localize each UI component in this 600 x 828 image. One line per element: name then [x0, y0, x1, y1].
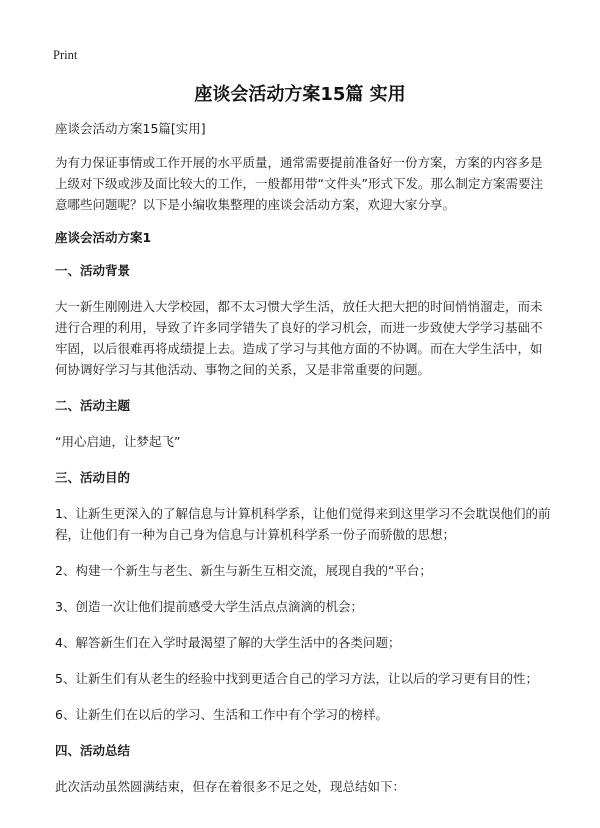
purpose-heading: 三、活动目的 — [55, 470, 131, 485]
purpose-item: 3、创造一次让他们提前感受大学生活点点滴滴的机会； — [55, 599, 363, 614]
summary-paragraph: 此次活动虽然圆满结束，但存在着很多不足之处，现总结如下： — [55, 779, 406, 794]
document-body — [55, 118, 553, 797]
intro-paragraph: 为有力保证事情或工作开展的水平质量，通常需要提前准备好一份方案，方案的内容多是上级对下级或涉及面比较大的工作，一般都用带“文件头”形式下发。那么制定方案需要注意哪些问题呢？以下是小编收集整理的座谈会活动方案，欢迎大家分享。 — [55, 155, 543, 212]
background-heading: 一、活动背景 — [55, 263, 131, 278]
print-link[interactable]: Print — [53, 48, 78, 62]
background-paragraph: 大一新生刚刚进入大学校园，都不太习惯大学生活，放任大把大把的时间悄悄溜走，而未进行合理的利用，导致了许多同学错失了良好的学习机会，而进一步致使大学学习基础不牢固，以后很难再将成绩提上去。造成了学习与其他方面的不协调。而在大学生活中，如何协调好学习与其他活动、事物之间的关系，又是非常重要的问题。 — [55, 299, 543, 377]
purpose-item: 4、解答新生们在入学时最渴望了解的大学生活中的各类问题； — [55, 635, 401, 650]
purpose-item: 5、让新生们有从老生的经验中找到更适合自己的学习方法，让以后的学习更有目的性； — [55, 671, 538, 686]
section-title: 座谈会活动方案1 — [55, 230, 152, 245]
purpose-item: 6、让新生们在以后的学习、生活和工作中有个学习的榜样。 — [55, 707, 388, 722]
purpose-item: 2、构建一个新生与老生、新生与新生互相交流，展现自我的“平台； — [55, 563, 432, 578]
theme-paragraph: “用心启迪，让梦起飞” — [55, 434, 181, 449]
theme-heading: 二、活动主题 — [55, 398, 131, 413]
summary-heading: 四、活动总结 — [55, 743, 131, 758]
document-subtitle: 座谈会活动方案15篇[实用] — [55, 121, 206, 136]
page-title: 座谈会活动方案15篇 实用 — [194, 84, 406, 105]
purpose-item: 1、让新生更深入的了解信息与计算机科学系，让他们觉得来到这里学习不会耽误他们的前程，让他们有一种为自己身为信息与计算机科学系一份子而骄傲的思想； — [55, 506, 551, 542]
